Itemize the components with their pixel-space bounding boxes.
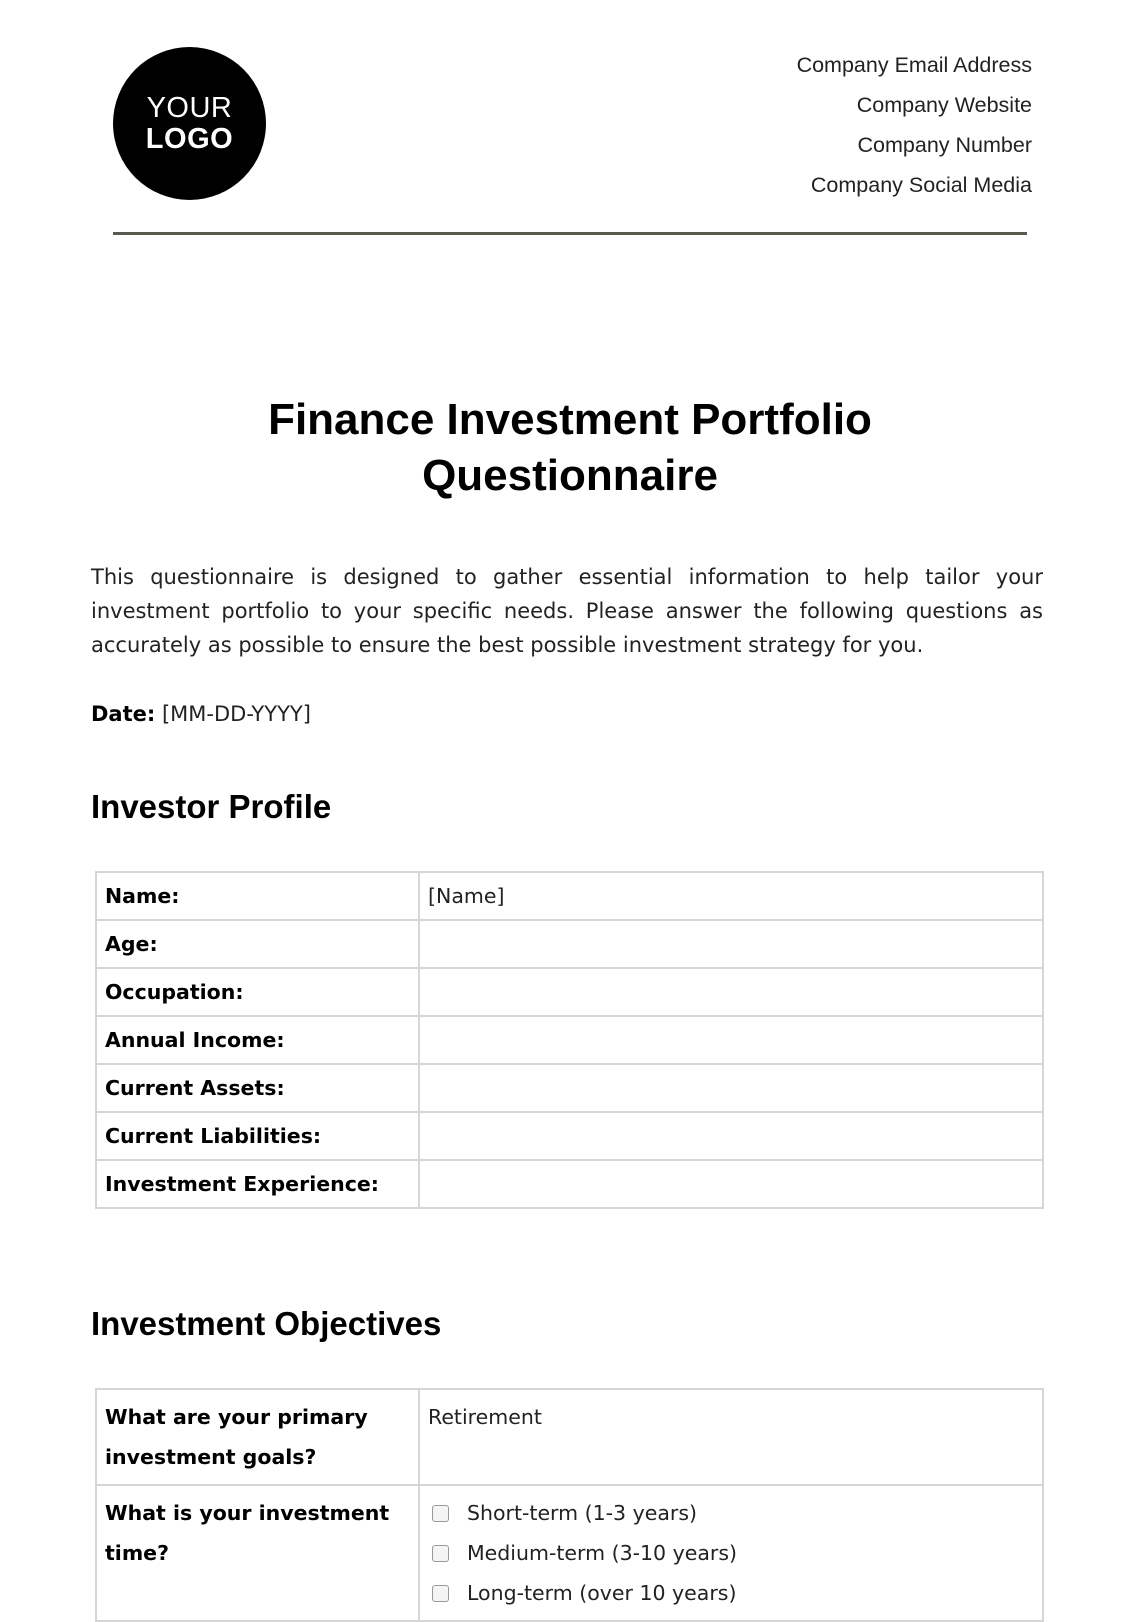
annual-income-field[interactable] (419, 1016, 1043, 1064)
table-row (96, 1160, 1043, 1208)
document-title (0, 392, 1140, 504)
goals-field[interactable]: Retirement (419, 1389, 1043, 1485)
option-medium-term[interactable] (428, 1533, 1034, 1573)
header-divider (113, 232, 1027, 235)
logo-text-line1: YOUR (146, 91, 233, 124)
name-label: Name: (96, 872, 419, 920)
time-horizon-label: What is your investment time? (96, 1485, 419, 1621)
name-field[interactable]: [Name] (419, 872, 1043, 920)
table-row (96, 1389, 1043, 1485)
date-line (91, 697, 311, 731)
age-field[interactable] (419, 920, 1043, 968)
table-row (96, 872, 1043, 920)
table-row (96, 1016, 1043, 1064)
investor-profile-heading: Investor Profile (91, 788, 332, 825)
current-liabilities-field[interactable] (419, 1112, 1043, 1160)
option-label: Short-term (1-3 years) (467, 1501, 698, 1525)
table-row (96, 968, 1043, 1016)
current-assets-field[interactable] (419, 1064, 1043, 1112)
current-liabilities-label: Current Liabilities: (96, 1112, 419, 1160)
time-horizon-options (419, 1485, 1043, 1621)
option-label: Medium-term (3-10 years) (467, 1541, 738, 1565)
checkbox[interactable] (432, 1505, 449, 1522)
investor-profile-table (95, 871, 1044, 1209)
company-number: Company Number (857, 133, 1032, 157)
table-row (96, 1485, 1043, 1621)
annual-income-label: Annual Income: (96, 1016, 419, 1064)
document-title-line2: Questionnaire (422, 451, 718, 500)
age-label: Age: (96, 920, 419, 968)
table-row (96, 920, 1043, 968)
company-email: Company Email Address (796, 53, 1032, 77)
investment-objectives-heading: Investment Objectives (91, 1305, 442, 1342)
investment-objectives-table (95, 1388, 1044, 1622)
company-contact-block (797, 48, 1032, 208)
investment-experience-field[interactable] (419, 1160, 1043, 1208)
date-label: Date: (91, 702, 156, 726)
document-title-line1: Finance Investment Portfolio (268, 395, 872, 444)
table-row (96, 1112, 1043, 1160)
company-website: Company Website (856, 93, 1032, 117)
company-social-media: Company Social Media (810, 173, 1032, 197)
option-short-term[interactable] (428, 1493, 1034, 1533)
checkbox[interactable] (432, 1585, 449, 1602)
intro-paragraph: This questionnaire is designed to gather essential information to help tailor your investment portfolio to your specific needs. Please answer the following questions as accurately as possible to ensure the best possible investment strategy for you. (91, 565, 1043, 657)
option-long-term[interactable] (428, 1573, 1034, 1613)
table-row (96, 1064, 1043, 1112)
checkbox[interactable] (432, 1545, 449, 1562)
company-logo (113, 47, 266, 200)
goals-label: What are your primary investment goals? (96, 1389, 419, 1485)
investment-experience-label: Investment Experience: (96, 1160, 419, 1208)
date-value: [MM-DD-YYYY] (161, 702, 311, 726)
occupation-label: Occupation: (96, 968, 419, 1016)
occupation-field[interactable] (419, 968, 1043, 1016)
current-assets-label: Current Assets: (96, 1064, 419, 1112)
logo-text-line2: LOGO (145, 122, 234, 155)
option-label: Long-term (over 10 years) (467, 1581, 737, 1605)
